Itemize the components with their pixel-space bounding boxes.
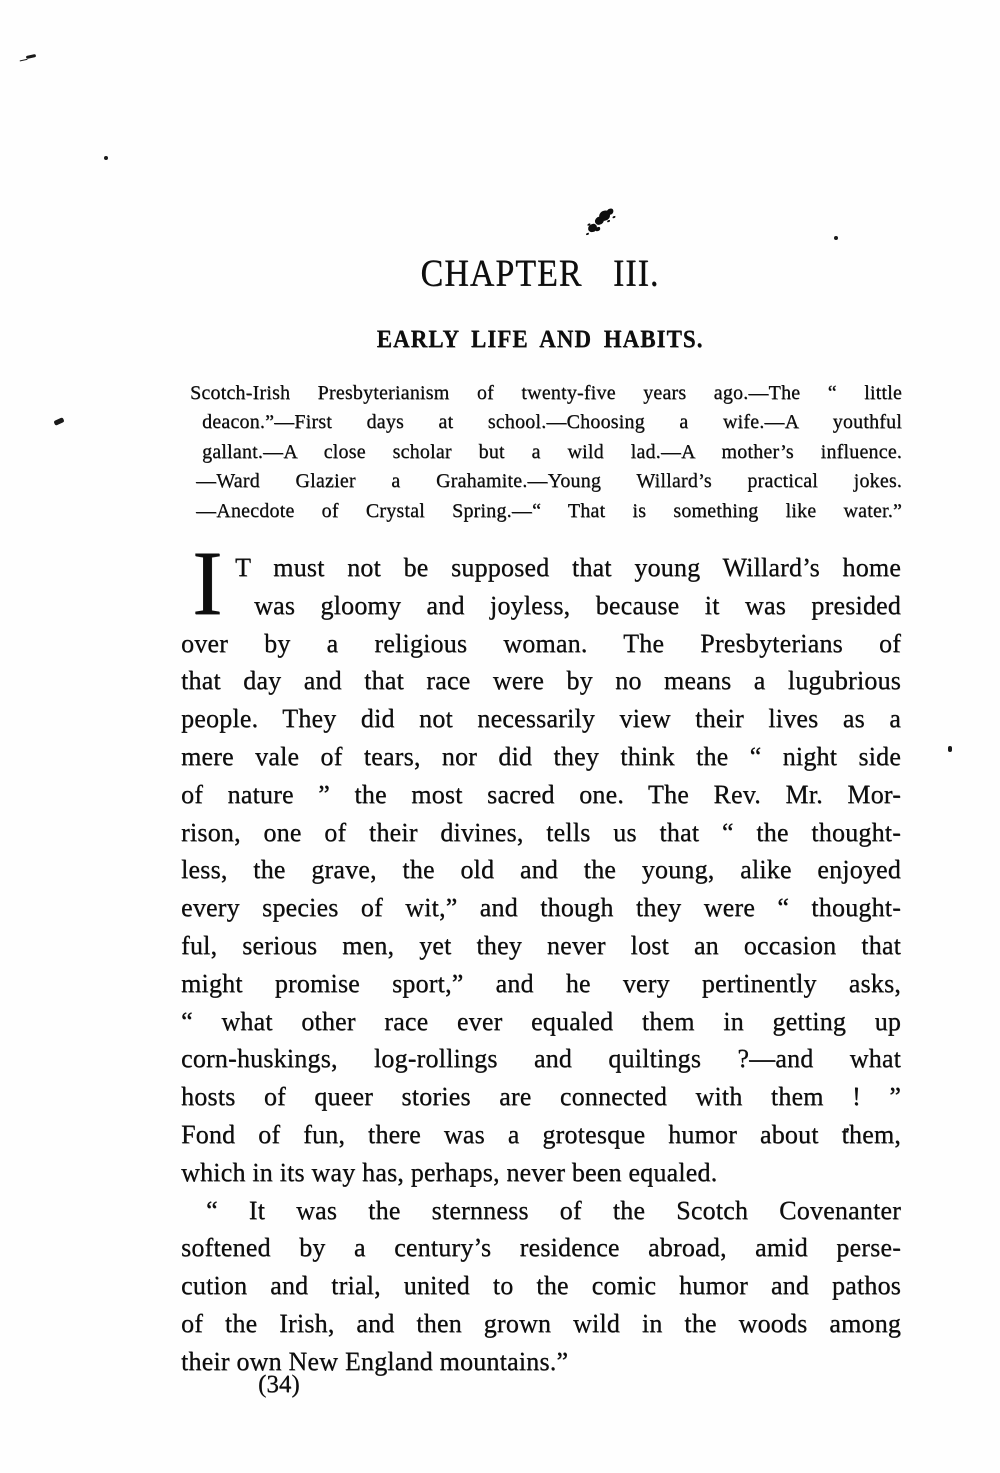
synopsis-line: deacon.”—First days at school.—Choosing a wife.—A youthful: [202, 411, 902, 434]
body-line: of the Irish, and then grown wild in the woods among: [181, 1308, 901, 1338]
scan-speck: [948, 746, 952, 752]
body-line: over by a religious woman. The Presbyterians of: [181, 628, 901, 658]
drop-cap-initial: I: [192, 532, 223, 634]
body-line: less, the grave, the old and the young, alike enjoyed: [181, 855, 901, 885]
body-line: corn-huskings, log-rollings and quiltings ?—and what: [181, 1044, 901, 1074]
page-number: (34): [258, 1371, 300, 1398]
body-line: every species of wit,” and though they were “ thought-: [181, 893, 901, 923]
body-line: hosts of queer stories are connected with them ! ”: [181, 1082, 901, 1112]
chapter-heading: CHAPTER III.: [420, 253, 660, 295]
body-line: was gloomy and joyless, because it was presided: [254, 590, 901, 620]
body-line: softened by a century’s residence abroad, amid perse-: [181, 1233, 901, 1263]
body-line: which in its way has, perhaps, never been equaled.: [181, 1157, 718, 1187]
body-line: “ It was the sternness of the Scotch Covenanter: [206, 1195, 901, 1225]
body-line: Fond of fun, there was a grotesque humor about them,: [181, 1119, 901, 1149]
chapter-subheading: EARLY LIFE AND HABITS.: [376, 325, 704, 353]
synopsis-line: —Ward Glazier a Grahamite.—Young Willard’s practical jokes.: [196, 470, 902, 493]
body-line: their own New England mountains.”: [181, 1346, 569, 1376]
ink-blot-ornament: [587, 223, 597, 232]
body-line: T must not be supposed that young Willard’s home: [235, 553, 901, 582]
synopsis-line: gallant.—A close scholar but a wild lad.—A mother’s influence.: [202, 440, 902, 463]
synopsis-line: Scotch-Irish Presbyterianism of twenty-five years ago.—The “ little: [190, 382, 902, 404]
body-line: ful, serious men, yet they never lost an occasion that: [181, 930, 901, 960]
body-line: that day and that race were by no means a lugubrious: [181, 666, 901, 696]
scan-speck: [834, 236, 838, 240]
body-line: “ what other race ever equaled them in getting up: [181, 1006, 901, 1036]
synopsis-line: —Anecdote of Crystal Spring.—“ That is something like water.”: [196, 499, 902, 522]
scan-speck: [26, 54, 36, 59]
scan-speck: [104, 156, 108, 160]
body-line: people. They did not necessarily view their lives as a: [181, 704, 901, 734]
body-line: cution and trial, united to the comic humor and pathos: [181, 1271, 901, 1301]
body-line: mere vale of tears, nor did they think the “ night side: [181, 741, 901, 771]
scan-speck: [53, 417, 64, 426]
chapter-synopsis: [190, 379, 902, 526]
body-line: might promise sport,” and he very pertinently asks,: [181, 968, 901, 998]
body-line: of nature ” the most sacred one. The Rev. Mr. Mor-: [181, 779, 901, 809]
body-line: rison, one of their divines, tells us that “ the thought-: [181, 817, 901, 847]
body-text: [181, 532, 901, 1381]
